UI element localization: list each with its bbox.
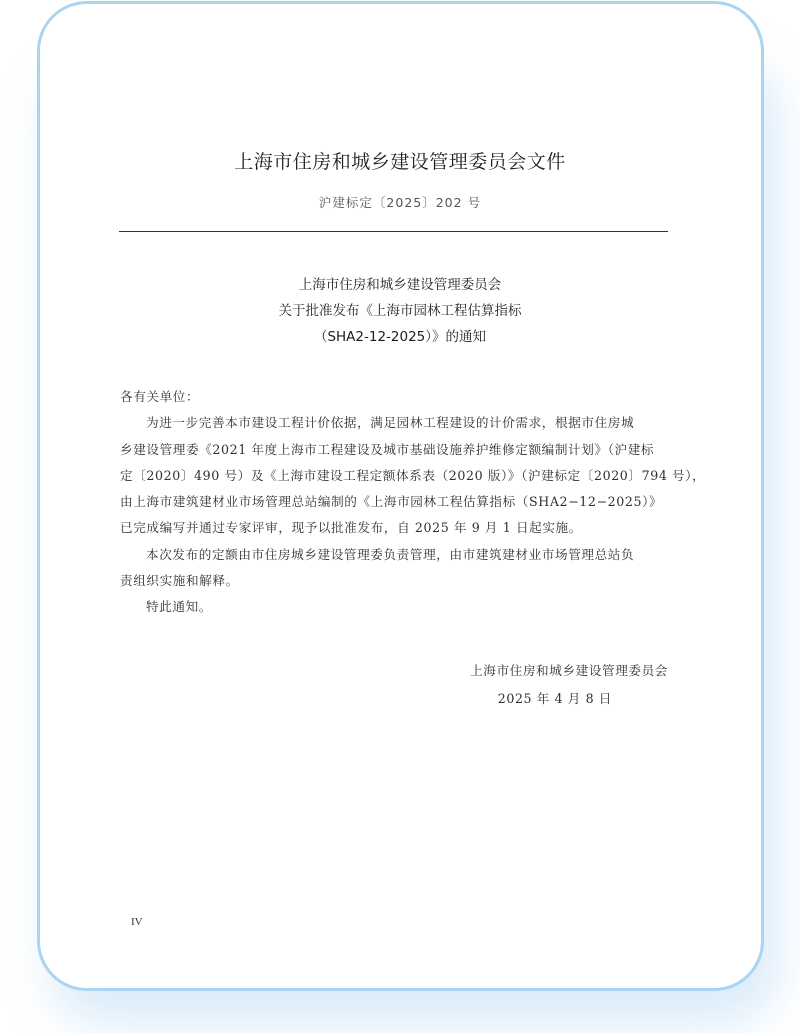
signature-block xyxy=(470,657,668,713)
notice-body xyxy=(120,384,706,621)
body-line: 责组织实施和解释。 xyxy=(120,573,239,589)
body-line: 已完成编写并通过专家评审，现予以批准发布，自 2025 年 9 月 1 日起实施。 xyxy=(120,520,582,536)
body-line: 本次发布的定额由市住房城乡建设管理委负责管理，由市建筑建材业市场管理总站负 xyxy=(146,546,635,562)
body-line: 定〔2020〕490 号）及《上海市建设工程定额体系表（2020 版）》（沪建标定〔2020〕794 号）， xyxy=(120,467,706,483)
document-number: 沪建标定〔2025〕202 号 xyxy=(318,195,482,210)
body-line: 由上海市建筑建材业市场管理总站编制的《上海市园林工程估算指标（SHA2−12−2025）》 xyxy=(120,494,663,510)
body-line: 乡建设管理委《2021 年度上海市工程建设及城市基础设施养护维修定额编制计划》（沪建标 xyxy=(120,441,655,457)
header-divider xyxy=(119,231,668,232)
signature-org: 上海市住房和城乡建设管理委员会 xyxy=(470,663,668,678)
closing-line: 特此通知。 xyxy=(146,599,212,615)
signature-date: 2025 年 4 月 8 日 xyxy=(497,691,612,706)
salutation: 各有关单位： xyxy=(120,389,200,404)
notice-title-line: 上海市住房和城乡建设管理委员会 xyxy=(298,277,502,293)
issuer-title: 上海市住房和城乡建设管理委员会文件 xyxy=(234,151,566,173)
notice-title-line: （SHA2-12-2025）》的通知 xyxy=(313,329,487,345)
notice-title-line: 关于批准发布《上海市园林工程估算指标 xyxy=(278,303,522,319)
notice-title xyxy=(0,272,800,350)
page-number: IV xyxy=(131,916,143,928)
body-line: 为进一步完善本市建设工程计价依据，满足园林工程建设的计价需求，根据市住房城 xyxy=(146,415,635,431)
